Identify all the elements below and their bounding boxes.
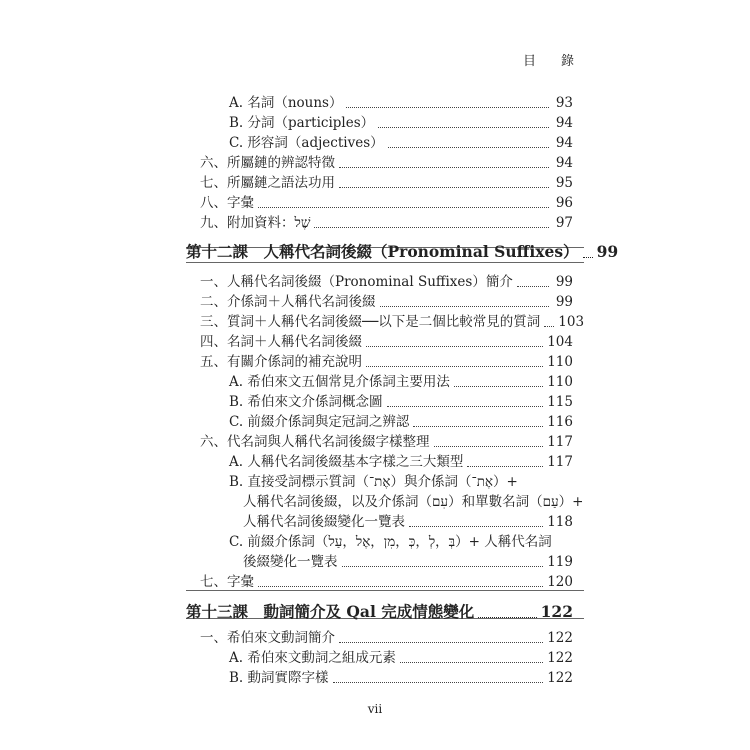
toc-entry[interactable] — [229, 133, 573, 153]
leader-dots — [467, 466, 543, 467]
toc-entry-label: 五、有關介係詞的補充說明 — [200, 354, 362, 370]
toc-entry-label: 一、人稱代名詞後綴（Pronominal Suffixes）簡介 — [200, 274, 513, 290]
toc-entry-line[interactable]: 人稱代名詞後綴，以及介係詞（עִם）和單數名詞（עַם）+ — [243, 494, 584, 510]
leader-dots — [258, 586, 543, 587]
leader-dots — [366, 346, 543, 347]
toc-entry-label: C. 形容詞（adjectives） — [229, 135, 384, 151]
leader-dots — [583, 257, 593, 258]
toc-entry-line[interactable]: B. 直接受詞標示質詞（אֶת־）與介係詞（אֶת־）+ — [229, 474, 518, 490]
leader-dots — [387, 406, 544, 407]
leader-dots — [454, 386, 543, 387]
running-header: 目 錄 — [522, 54, 580, 69]
toc-chapter-label: 第十二課 人稱代名詞後綴（Pronominal Suffixes） — [186, 242, 579, 261]
toc-entry-page: 97 — [555, 215, 573, 231]
toc-entry[interactable] — [200, 272, 573, 292]
toc-entry-page: 99 — [555, 274, 573, 290]
toc-entry-label: 七、字彙 — [200, 574, 254, 590]
toc-entry-page: 122 — [547, 650, 573, 666]
leader-dots — [409, 526, 543, 527]
toc-entry[interactable] — [229, 93, 573, 113]
toc-entry[interactable] — [200, 432, 573, 452]
toc-entry-page: 120 — [547, 574, 573, 590]
toc-entry[interactable] — [229, 648, 573, 668]
toc-entry-label: B. 希伯來文介係詞概念圖 — [229, 394, 383, 410]
toc-entry[interactable] — [200, 312, 585, 332]
toc-entry[interactable] — [200, 193, 573, 213]
leader-dots — [346, 107, 549, 108]
toc-entry-page: 94 — [555, 135, 573, 151]
toc-entry-label: 九、附加資料：שֶׁל — [200, 215, 311, 231]
toc-entry-page: 122 — [547, 630, 573, 646]
toc-entry[interactable] — [200, 332, 573, 352]
toc-entry-page: 94 — [555, 115, 573, 131]
toc-entry-label: 八、字彙 — [200, 195, 254, 211]
toc-entry[interactable] — [229, 392, 573, 412]
toc-entry-page: 118 — [547, 514, 573, 530]
toc-entry-label: 六、所屬鏈的辨認特徵 — [200, 155, 335, 171]
toc-entry-label: A. 名詞（nouns） — [229, 95, 343, 111]
leader-dots — [314, 227, 549, 228]
leader-dots — [339, 642, 543, 643]
toc-entry[interactable] — [229, 452, 573, 472]
leader-dots — [342, 566, 544, 567]
toc-entry[interactable] — [229, 372, 573, 392]
leader-dots — [339, 167, 549, 168]
leader-dots — [378, 127, 549, 128]
toc-entry-label: 六、代名詞與人稱代名詞後綴字樣整理 — [200, 434, 430, 450]
toc-entry-page: 110 — [547, 354, 573, 370]
toc-entry-page: 117 — [547, 454, 573, 470]
toc-entry[interactable] — [200, 213, 573, 233]
toc-chapter-13[interactable] — [186, 600, 573, 624]
leader-dots — [333, 682, 544, 683]
toc-entry[interactable] — [243, 552, 573, 572]
toc-entry[interactable] — [200, 628, 573, 648]
toc-chapter-12[interactable] — [186, 240, 619, 264]
leader-dots — [413, 426, 543, 427]
leader-dots — [478, 617, 536, 618]
toc-entry-page: 99 — [555, 294, 573, 310]
leader-dots — [380, 306, 550, 307]
toc-chapter-page: 122 — [540, 602, 573, 621]
leader-dots — [339, 187, 549, 188]
toc-entry-page: 104 — [547, 334, 573, 350]
toc-entry-label: B. 動詞實際字樣 — [229, 670, 329, 686]
toc-chapter-page: 99 — [596, 242, 619, 261]
toc-entry-label: 四、名詞＋人稱代名詞後綴 — [200, 334, 362, 350]
toc-entry-label: 人稱代名詞後綴變化一覽表 — [243, 514, 405, 530]
toc-entry-page: 95 — [555, 175, 573, 191]
toc-entry-label: A. 希伯來文五個常見介係詞主要用法 — [229, 374, 450, 390]
leader-dots — [544, 326, 554, 327]
toc-entry-label: C. 前綴介係詞與定冠詞之辨認 — [229, 414, 410, 430]
toc-entry-label: 後綴變化一覽表 — [243, 554, 338, 570]
toc-entry-page: 122 — [547, 670, 573, 686]
toc-entry[interactable] — [200, 153, 573, 173]
toc-entry-page: 94 — [555, 155, 573, 171]
leader-dots — [388, 147, 549, 148]
toc-entry-label: A. 希伯來文動詞之組成元素 — [229, 650, 396, 666]
toc-chapter-label: 第十三課 動詞簡介及 Qal 完成情態變化 — [186, 602, 475, 621]
toc-entry-label: 七、所屬鏈之語法功用 — [200, 175, 335, 191]
toc-entry-label: 一、希伯來文動詞簡介 — [200, 630, 335, 646]
toc-entry[interactable] — [229, 668, 573, 688]
page-number: vii — [367, 702, 383, 716]
toc-entry-label: 三、質詞＋人稱代名詞後綴──以下是二個比較常見的質詞 — [200, 314, 541, 330]
toc-entry[interactable] — [229, 113, 573, 133]
toc-entry[interactable] — [200, 173, 573, 193]
toc-entry-page: 116 — [547, 414, 573, 430]
leader-dots — [366, 366, 543, 367]
toc-entry-page: 103 — [558, 314, 585, 330]
toc-entry-page: 115 — [547, 394, 573, 410]
leader-dots — [258, 207, 549, 208]
toc-entry-page: 96 — [555, 195, 573, 211]
toc-entry-label: A. 人稱代名詞後綴基本字樣之三大類型 — [229, 454, 464, 470]
toc-entry[interactable] — [200, 292, 573, 312]
toc-entry-page: 93 — [555, 95, 573, 111]
toc-entry-page: 110 — [547, 374, 573, 390]
leader-dots — [517, 286, 549, 287]
toc-entry[interactable] — [200, 572, 573, 592]
toc-entry-page: 119 — [547, 554, 573, 570]
toc-entry-label: B. 分詞（participles） — [229, 115, 375, 131]
toc-entry-page: 117 — [547, 434, 573, 450]
toc-entry-label: 二、介係詞＋人稱代名詞後綴 — [200, 294, 376, 310]
leader-dots — [434, 446, 544, 447]
toc-entry[interactable] — [229, 412, 573, 432]
leader-dots — [400, 662, 543, 663]
toc-entry-line[interactable]: C. 前綴介係詞（בְּ，לְ，כְּ，מִן，אֶל，עַל）+ 人稱代名詞 — [229, 534, 552, 550]
toc-entry[interactable] — [243, 512, 573, 532]
toc-entry[interactable] — [200, 352, 573, 372]
